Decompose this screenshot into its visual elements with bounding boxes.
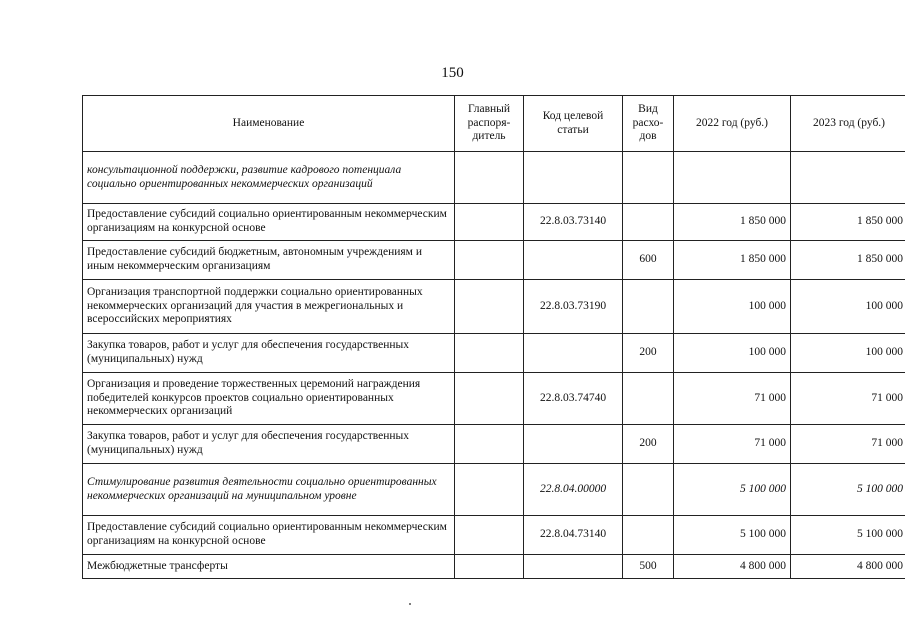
- row-amount-2023: 4 800 000: [791, 555, 905, 579]
- row-main-manager: [455, 204, 524, 241]
- row-expense-type: [623, 204, 674, 241]
- table-row: [83, 334, 905, 373]
- row-target-code: 22.8.03.73190: [524, 280, 623, 334]
- row-amount-2023: 5 100 000: [791, 464, 905, 516]
- table-row: [83, 152, 905, 204]
- row-amount-2023: [791, 152, 905, 204]
- row-amount-2023: 71 000: [791, 425, 905, 464]
- row-expense-type: [623, 152, 674, 204]
- table-row: [83, 241, 905, 280]
- table-row: [83, 280, 905, 334]
- row-target-code: [524, 334, 623, 373]
- row-target-code: [524, 152, 623, 204]
- row-main-manager: [455, 334, 524, 373]
- row-amount-2022: 71 000: [674, 425, 791, 464]
- row-main-manager: [455, 152, 524, 204]
- row-expense-type: [623, 373, 674, 425]
- row-name: Предоставление субсидий социально ориентированным некоммерческим организациям на конкурсной основе: [83, 204, 455, 241]
- header-target-code: Код целевой статьи: [524, 96, 623, 152]
- row-target-code: 22.8.04.00000: [524, 464, 623, 516]
- row-name: Закупка товаров, работ и услуг для обеспечения государственных (муниципальных) нужд: [83, 334, 455, 373]
- row-target-code: 22.8.03.73140: [524, 204, 623, 241]
- row-amount-2022: 5 100 000: [674, 516, 791, 555]
- row-amount-2022: 5 100 000: [674, 464, 791, 516]
- table-header-row: [83, 96, 905, 152]
- budget-table: [82, 95, 905, 579]
- row-name: Стимулирование развития деятельности социально ориентированных некоммерческих организаций на муниципальном уровне: [83, 464, 455, 516]
- table-row: [83, 425, 905, 464]
- row-expense-type: 500: [623, 555, 674, 579]
- row-amount-2022: 1 850 000: [674, 241, 791, 280]
- header-year-2022: 2022 год (руб.): [674, 96, 791, 152]
- page-number: 150: [441, 65, 464, 81]
- header-expense-type: Вид расхо-дов: [623, 96, 674, 152]
- header-year-2023: 2023 год (руб.): [791, 96, 905, 152]
- row-expense-type: 600: [623, 241, 674, 280]
- row-expense-type: [623, 280, 674, 334]
- table-row: [83, 555, 905, 579]
- row-main-manager: [455, 425, 524, 464]
- row-amount-2022: [674, 152, 791, 204]
- row-expense-type: [623, 464, 674, 516]
- row-name: Закупка товаров, работ и услуг для обеспечения государственных (муниципальных) нужд: [83, 425, 455, 464]
- row-amount-2023: 1 850 000: [791, 241, 905, 280]
- row-target-code: 22.8.04.73140: [524, 516, 623, 555]
- header-name: Наименование: [83, 96, 455, 152]
- row-amount-2022: 4 800 000: [674, 555, 791, 579]
- row-main-manager: [455, 280, 524, 334]
- row-name: консультационной поддержки, развитие кадрового потенциала социально ориентированных некоммерческих организаций: [83, 152, 455, 204]
- row-main-manager: [455, 373, 524, 425]
- row-target-code: [524, 425, 623, 464]
- row-name: Организация и проведение торжественных церемоний награждения победителей конкурсов проектов социально ориентированных некоммерческих организаций: [83, 373, 455, 425]
- row-amount-2023: 5 100 000: [791, 516, 905, 555]
- row-target-code: [524, 555, 623, 579]
- header-main-manager: Главный распоря-дитель: [455, 96, 524, 152]
- row-main-manager: [455, 555, 524, 579]
- row-main-manager: [455, 464, 524, 516]
- row-name: Предоставление субсидий социально ориентированным некоммерческим организациям на конкурсной основе: [83, 516, 455, 555]
- row-target-code: 22.8.03.74740: [524, 373, 623, 425]
- row-amount-2022: 100 000: [674, 280, 791, 334]
- row-name: Организация транспортной поддержки социально ориентированных некоммерческих организаций для участия в межрегиональных и всероссийских мероприятиях: [83, 280, 455, 334]
- table-row: [83, 373, 905, 425]
- row-main-manager: [455, 241, 524, 280]
- row-expense-type: 200: [623, 334, 674, 373]
- row-main-manager: [455, 516, 524, 555]
- row-amount-2023: 1 850 000: [791, 204, 905, 241]
- row-name: Предоставление субсидий бюджетным, автономным учреждениям и иным некоммерческим организациям: [83, 241, 455, 280]
- table-row: [83, 516, 905, 555]
- row-expense-type: [623, 516, 674, 555]
- row-amount-2023: 71 000: [791, 373, 905, 425]
- row-target-code: [524, 241, 623, 280]
- row-amount-2022: 1 850 000: [674, 204, 791, 241]
- row-amount-2022: 100 000: [674, 334, 791, 373]
- row-amount-2022: 71 000: [674, 373, 791, 425]
- row-name: Межбюджетные трансферты: [83, 555, 455, 579]
- table-row: [83, 204, 905, 241]
- row-expense-type: 200: [623, 425, 674, 464]
- row-amount-2023: 100 000: [791, 280, 905, 334]
- table-row: [83, 464, 905, 516]
- row-amount-2023: 100 000: [791, 334, 905, 373]
- scan-speck: [409, 603, 411, 605]
